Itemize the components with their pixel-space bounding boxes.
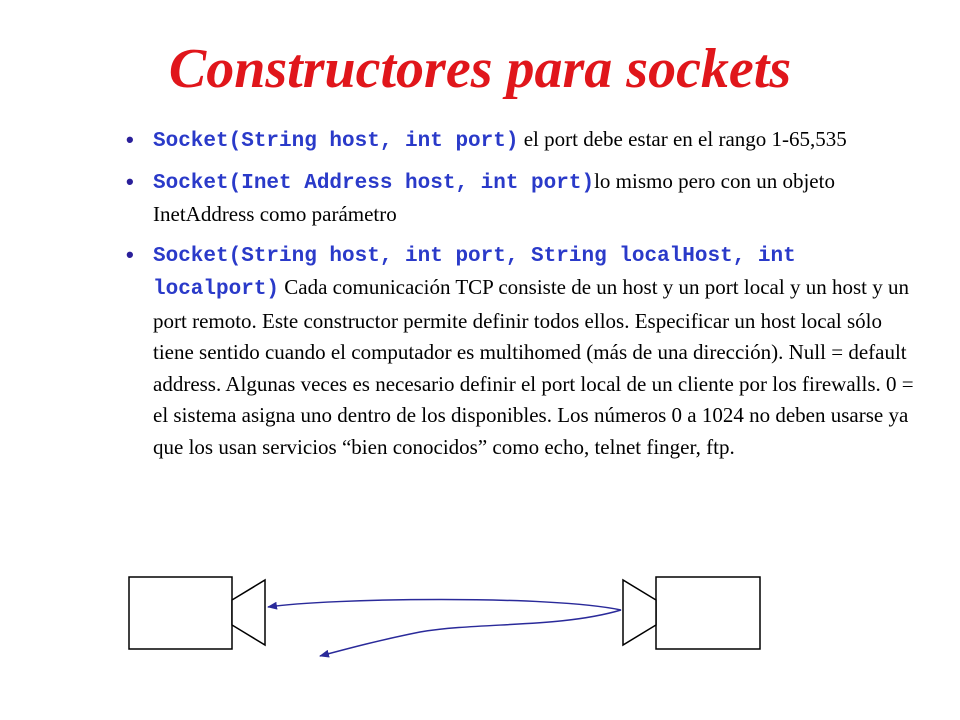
constructor-signature: Socket(String host, int port)	[153, 130, 519, 153]
right-socket-port	[623, 580, 656, 645]
bullet-marker: •	[126, 127, 134, 152]
constructor-signature: Socket(String host, int port, String localHost, int localport)	[153, 244, 796, 301]
constructor-description: Cada comunicación TCP consiste de un host y un port local y un host y un port remoto. Este constructor permite definir todos ellos. Especificar un host local sólo tiene sentido cuando el computador es multihomed (más de una dirección). Null = default address. Algunas veces es necesario definir el port local de un cliente por los firewalls. 0 = el sistema asigna uno dentro de los disponibles. Los números 0 a 1024 no deben usarse ya que los usan servicios “bien conocidos” como echo, telnet finger, ftp.	[153, 275, 914, 459]
bullet-marker: •	[126, 168, 134, 194]
slide-title: Constructores para sockets	[168, 38, 792, 100]
right-host-box	[656, 577, 760, 649]
constructor-signature: Socket(Inet Address host, int port)	[153, 171, 595, 195]
connection-arrow	[268, 600, 621, 657]
constructor-description: el port debe estar en el rango 1-65,535	[518, 127, 847, 151]
left-host-box	[129, 577, 232, 649]
constructor-description: lo mismo pero con un objeto InetAddress como parámetro	[153, 168, 835, 226]
left-socket-port	[232, 580, 265, 645]
bullet-marker: •	[126, 241, 134, 267]
